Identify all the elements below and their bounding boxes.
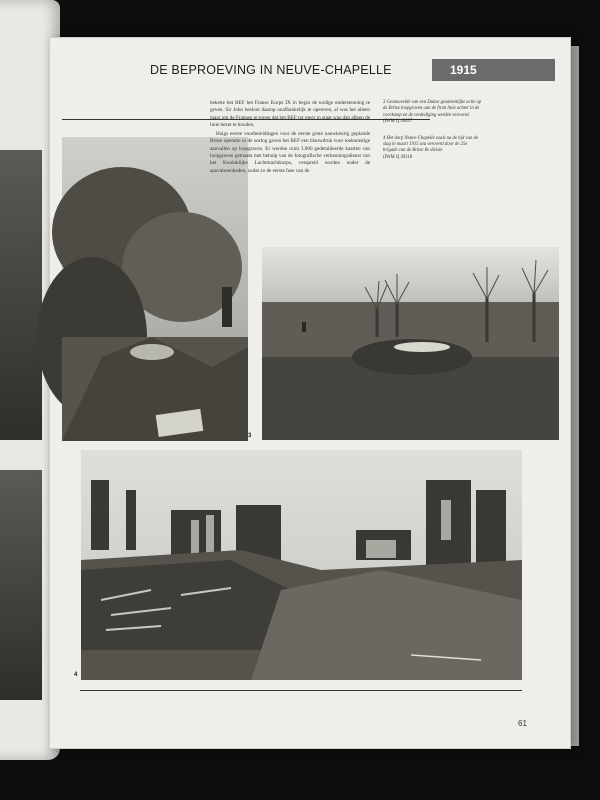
photo-number-bottom: 4 bbox=[74, 672, 78, 678]
photo-number-top: 3 bbox=[248, 433, 252, 439]
photo-haystack bbox=[62, 137, 252, 441]
article-body bbox=[210, 100, 370, 177]
year-badge: 1915 bbox=[432, 59, 555, 81]
captions-column bbox=[383, 100, 483, 171]
caption-3-text: 3 Gesneuvelde van een Duitse gezamenlijke actie op de Britse loopgraven aan de front linie achter in de voorkamp en de verdediging werden veroverd. bbox=[383, 100, 482, 118]
page-number: 61 bbox=[518, 719, 527, 728]
previous-page-photo-bottom bbox=[0, 470, 42, 700]
photo-battlefield-image bbox=[262, 247, 559, 440]
photo-battlefield bbox=[262, 247, 559, 440]
caption-3 bbox=[383, 100, 483, 126]
previous-page-photo-top bbox=[0, 150, 42, 440]
caption-4-ref: (IWM Q 49318 bbox=[383, 154, 413, 160]
caption-4-text: 4 Het dorp Neuve-Chapelle zoals na de tijd van de slag in maart 1915 zou veroverd door de 25e brigade van de Britse 8e divisie bbox=[383, 135, 478, 154]
photo-haystack-image bbox=[62, 137, 248, 441]
photo-ruined-village-image bbox=[81, 450, 522, 680]
body-paragraph-2: Haigs eerste voorbereidingen voor de eerste grote nauwkeurig geplande Britse operatie in de oorlog gaven het BEF een blauwdruk voor toekomstige aanvallen op loopgraven. Er werden ruim 3.000 gedetailleerde kaarten van loopgraven gemaakt met behulp van de fotografische verkenningsdienst van het Koninklijke Luchtmachtkorps, verspreid werden onder de aanvalseenheden, zodat zo de eerste fase van de bbox=[210, 131, 370, 174]
body-paragraph-1: bekette het BEF het Franse Korps IX in begin de nodige ondersteuning te geven. Sir John besloot daarop onafhankelijk te opereren, al was het alleen maar om de Fransen te tonen dat het BEF tot meer in staat was dan alleen de linie bezet te houden. bbox=[210, 100, 370, 128]
caption-3-ref: (IWM Q 49037 bbox=[383, 119, 413, 125]
page-heading: DE BEPROEVING IN NEUVE-CHAPELLE bbox=[150, 63, 392, 77]
caption-4 bbox=[383, 136, 483, 162]
photo-ruined-village bbox=[74, 450, 522, 680]
footer-rule bbox=[80, 690, 522, 691]
